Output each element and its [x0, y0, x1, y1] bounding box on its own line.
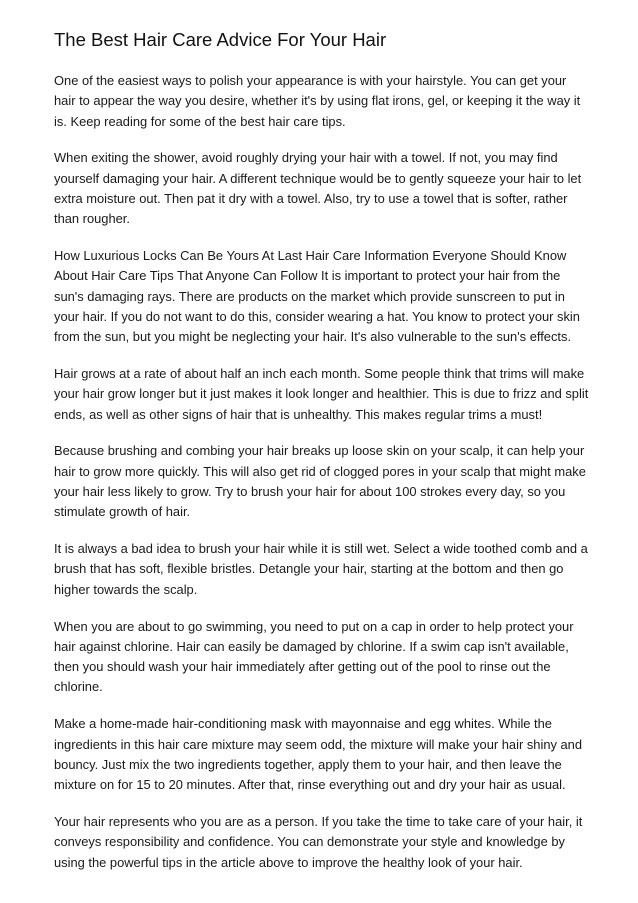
paragraph-towel-drying: When exiting the shower, avoid roughly drying your hair with a towel. If not, you may find yourself damaging your hair. A different technique would be to gently squeeze your hair to let extra moisture out. Then pat it dry with a towel. Also, try to use a towel that is softer, rather than rougher.: [54, 150, 582, 227]
paragraph-conclusion: Your hair represents who you are as a person. If you take the time to take care of your hair, it conveys responsibility and confidence. You can demonstrate your style and knowledge by using the powerful tips in the article above to improve the healthy look of your hair.: [54, 813, 583, 870]
paragraph-hair-mask: Make a home-made hair-conditioning mask with mayonnaise and egg whites. While the ingredients in this hair care mixture may seem odd, the mixture will make your hair shiny and bouncy. Just mix the two ingredients together, apply them to your hair, and then leave the mixture on for 15 to 20 minutes. After that, rinse everything out and dry your hair as usual.: [54, 716, 583, 793]
document-page: [54, 28, 590, 889]
paragraph-sun-protection: How Luxurious Locks Can Be Yours At Last Hair Care Information Everyone Should Know About Hair Care Tips That Anyone Can Follow It is important to protect your hair from the sun's damaging rays. There are products on the market which provide sunscreen to put in your hair. If you do not want to do this, consider wearing a hat. You know to protect your skin from the sun, but you might be neglecting your hair. It's also vulnerable to the sun's effects.: [54, 248, 580, 345]
paragraph-swimming: When you are about to go swimming, you need to put on a cap in order to help protect your hair against chlorine. Hair can easily be damaged by chlorine. If a swim cap isn't available, then you should wash your hair immediately after getting out of the pool to rinse out the chlorine.: [54, 618, 574, 695]
paragraph-hair-growth: Hair grows at a rate of about half an inch each month. Some people think that trims will make your hair grow longer but it just makes it look longer and healthier. This is due to frizz and split ends, as well as other signs of hair that is unhealthy. This makes regular trims a must!: [54, 366, 589, 422]
page-title: The Best Hair Care Advice For Your Hair: [54, 29, 387, 50]
paragraph-wet-hair: It is always a bad idea to brush your hair while it is still wet. Select a wide toothed comb and a brush that has soft, flexible bristles. Detangle your hair, starting at the bottom and then go higher towards the scalp.: [54, 541, 588, 597]
paragraph-intro: One of the easiest ways to polish your appearance is with your hairstyle. You can get your hair to appear the way you desire, whether it's by using flat irons, gel, or keeping it the way it is. Keep reading for some of the best hair care tips.: [54, 73, 581, 129]
paragraph-brushing: Because brushing and combing your hair breaks up loose skin on your scalp, it can help your hair to grow more quickly. This will also get rid of clogged pores in your scalp that might make your hair less likely to grow. Try to brush your hair for about 100 strokes every day, so you stimulate growth of hair.: [54, 443, 586, 520]
